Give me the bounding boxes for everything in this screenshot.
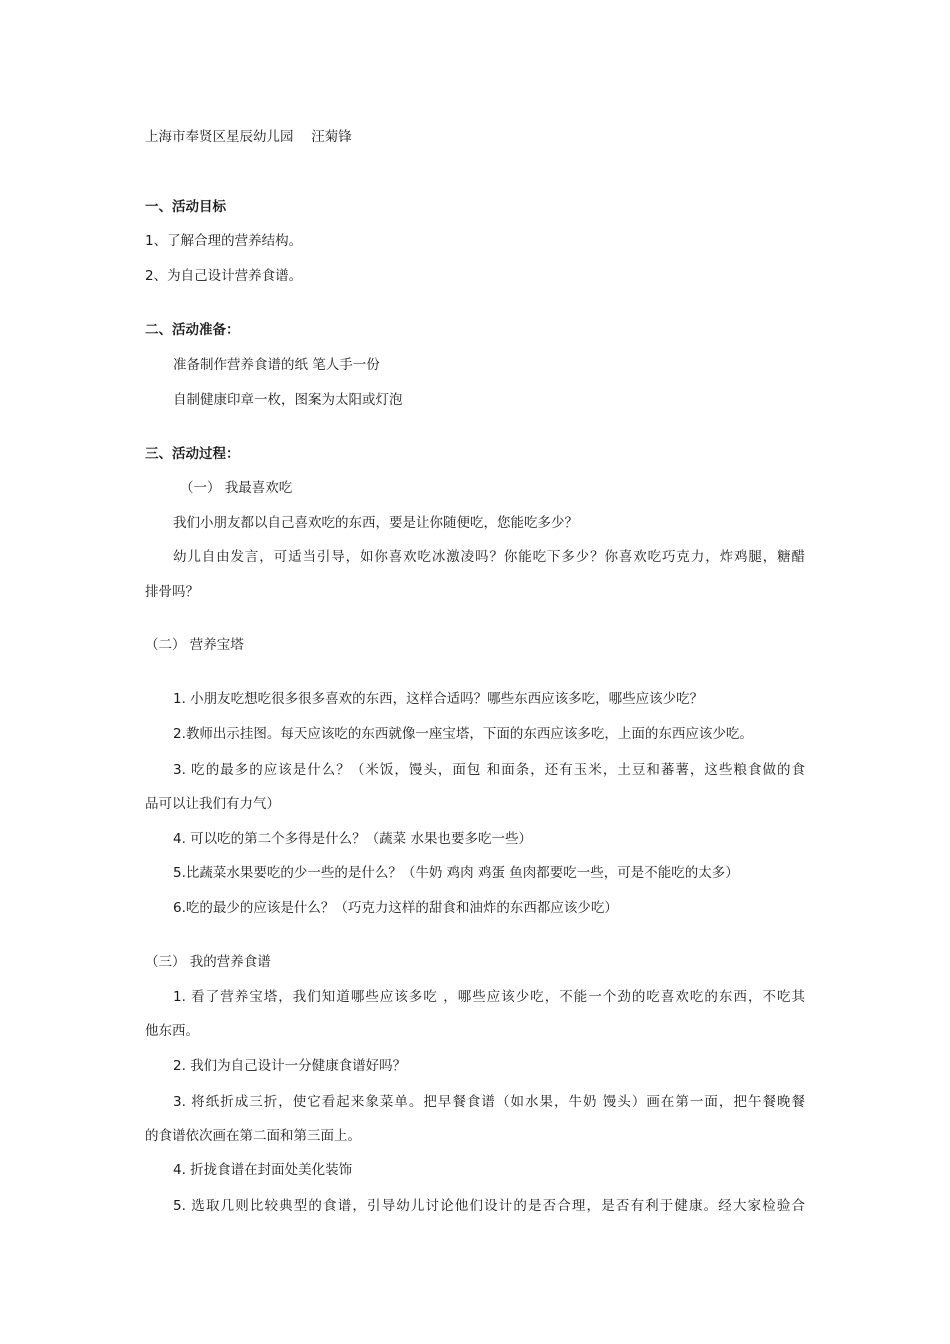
part3-step-4: 4. 折拢食谱在封面处美化装饰 (173, 1162, 353, 1178)
part2-question-1: 1. 小朋友吃想吃很多很多喜欢的东西，这样合适吗？哪些东西应该多吃，哪些应该少吃？ (173, 691, 704, 707)
part1-paragraph-1: 我们小朋友都以自己喜欢吃的东西，要是让你随便吃，您能吃多少？ (173, 515, 578, 531)
part1-title: （一） 我最喜欢吃 (180, 480, 293, 496)
part3-step-1-line-1: 1. 看了营养宝塔，我们知道哪些应该多吃 ，哪些应该少吃，不能一个劲的吃喜欢吃的东西，不吃其 (173, 989, 805, 1005)
part3-step-5-line-1: 5. 选取几则比较典型的食谱，引导幼儿讨论他们设计的是否合理，是否有利于健康。经大家检验合 (173, 1198, 805, 1214)
part2-title: （二） 营养宝塔 (145, 637, 244, 653)
part3-step-3-line-2: 的食谱依次画在第二面和第三面上。 (145, 1128, 361, 1144)
part2-question-3-line-1: 3. 吃的最多的应该是什么？（米饭，馒头，面包 和面条，还有玉米，土豆和蕃薯，这些粮食做的食 (173, 762, 805, 778)
part3-step-2: 2. 我们为自己设计一分健康食谱好吗？ (173, 1058, 407, 1074)
part3-step-3-line-1: 3. 将纸折成三折，使它看起来象菜单。把早餐食谱（如水果，牛奶 馒头）画在第一面，把午餐晚餐 (173, 1094, 805, 1110)
goal-item-1: 1、了解合理的营养结构。 (145, 233, 303, 249)
part2-question-6: 6.吃的最少的应该是什么？（巧克力这样的甜食和油炸的东西都应该少吃） (173, 900, 618, 916)
part3-step-1-line-2: 他东西。 (145, 1023, 199, 1039)
section3-heading: 三、活动过程： (145, 446, 240, 462)
part2-question-4: 4. 可以吃的第二个多得是什么？（蔬菜 水果也要多吃一些） (173, 831, 532, 847)
section1-heading: 一、活动目标 (145, 199, 226, 215)
part1-paragraph-2-line-2: 排骨吗？ (145, 584, 199, 600)
part2-question-5: 5.比蔬菜水果要吃的少一些的是什么？（牛奶 鸡肉 鸡蛋 鱼肉都要吃一些，可是不能吃的太多） (173, 865, 739, 881)
part2-question-3-line-2: 品可以让我们有力气） (145, 796, 280, 812)
part2-question-2: 2.教师出示挂图。每天应该吃的东西就像一座宝塔，下面的东西应该多吃，上面的东西应该少吃。 (173, 726, 753, 742)
part3-title: （三） 我的营养食谱 (145, 954, 271, 970)
section2-heading: 二、活动准备： (145, 322, 240, 338)
part1-paragraph-2-line-1: 幼儿自由发言，可适当引导，如你喜欢吃冰激凌吗？你能吃下多少？你喜欢吃巧克力，炸鸡腿，糖醋 (173, 549, 805, 565)
author-line: 上海市奉贤区星辰幼儿园 汪菊锋 (145, 129, 352, 145)
goal-item-2: 2、为自己设计营养食谱。 (145, 268, 303, 284)
prep-item-1: 准备制作营养食谱的纸 笔人手一份 (173, 357, 380, 373)
prep-item-2: 自制健康印章一枚，图案为太阳或灯泡 (173, 392, 403, 408)
